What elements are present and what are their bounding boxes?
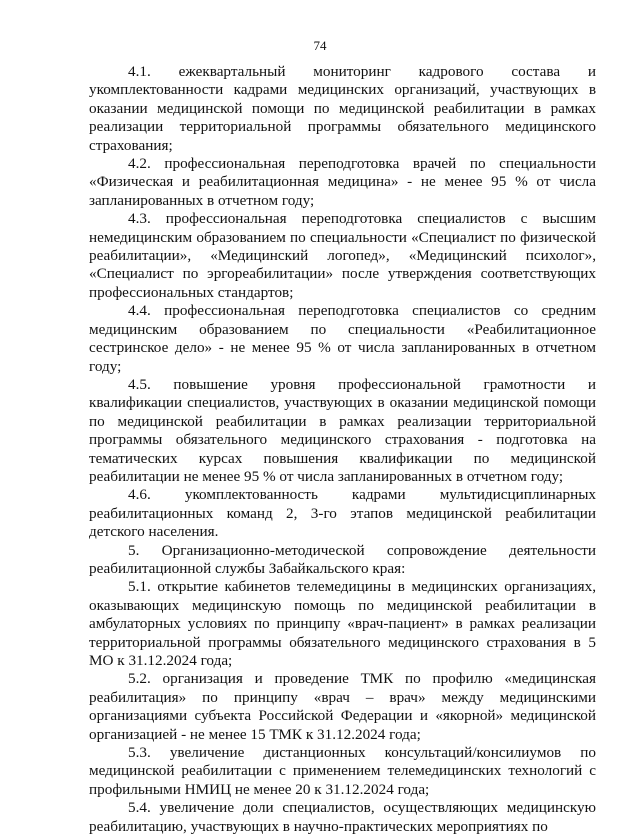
- paragraph-5-3: 5.3. увеличение дистанционных консультаций/консилиумов по медицинской реабилитации с применением телемедицинских технологий с профильными НМИЦ не менее 20 к 31.12.2024 года;: [89, 744, 596, 798]
- paragraph-4-3: 4.3. профессиональная переподготовка специалистов с высшим немедицинским образованием по специальности «Специалист по физической реабилитации», «Медицинский логопед», «Медицинский психолог», «Специалист по эргореабилитации» после утверждения соответствующих профессиональных стандартов;: [89, 210, 596, 301]
- paragraph-5-1: 5.1. открытие кабинетов телемедицины в медицинских организациях, оказывающих медицинскую помощь по медицинской реабилитации в амбулаторных условиях по принципу «врач-пациент» в рамках реализации территориальной программы обязательного медицинского страхования в 5 МО к 31.12.2024 года;: [89, 578, 596, 669]
- paragraph-4-5: 4.5. повышение уровня профессиональной грамотности и квалификации специалистов, участвующих в оказании медицинской помощи по медицинской реабилитации в рамках реализации территориальной программы обязательного медицинского страхования - подготовка на тематических курсах повышения квалификации по медицинской реабилитации не менее 95 % от числа запланированных в отчетном году;: [89, 375, 596, 485]
- paragraph-5-4: 5.4. увеличение доли специалистов, осуществляющих медицинскую реабилитацию, участвующих в научно-практических мероприятиях по: [89, 799, 596, 835]
- paragraph-4-6: 4.6. укомплектованность кадрами мультидисциплинарных реабилитационных команд 2, 3-го этапов медицинской реабилитации детского населения.: [89, 486, 596, 541]
- page-number: 74: [313, 38, 327, 53]
- paragraph-5-2: 5.2. организация и проведение ТМК по профилю «медицинская реабилитация» по принципу «врач – врач» между медицинскими организациями субъекта Российской Федерации и «якорной» медицинской организацией - не менее 15 ТМК к 31.12.2024 года;: [89, 670, 596, 743]
- paragraph-4-1: 4.1. ежеквартальный мониторинг кадрового состава и укомплектованности кадрами медицинских организаций, участвующих в оказании медицинской помощи по медицинской реабилитации в рамках реализации территориальной программы обязательного медицинского страхования;: [89, 63, 596, 154]
- paragraph-4-4: 4.4. профессиональная переподготовка специалистов со средним медицинским образованием по специальности «Реабилитационное сестринское дело» - не менее 95 % от числа запланированных в отчетном году;: [89, 302, 596, 375]
- paragraph-4-2: 4.2. профессиональная переподготовка врачей по специальности «Физическая и реабилитационная медицина» - не менее 95 % от числа запланированных в отчетном году;: [89, 155, 596, 209]
- paragraph-5: 5. Организационно-методической сопровождение деятельности реабилитационной службы Забайкальского края:: [89, 541, 596, 577]
- document-body: [89, 63, 596, 836]
